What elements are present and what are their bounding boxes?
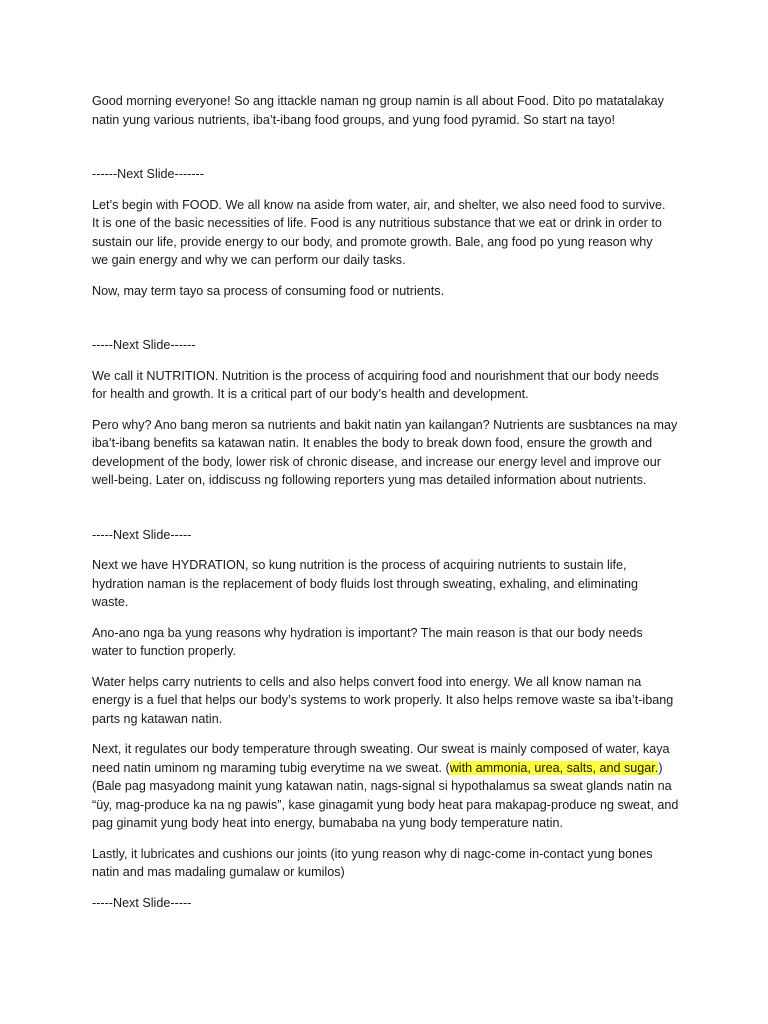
hydration-paragraph [92, 556, 692, 612]
food-paragraph [92, 196, 692, 270]
text-line: “üy, mag-produce ka na ng pawis”, kase ginagamit yung body heat para makapag-produce ng sweat, and [92, 797, 679, 812]
text-line: pag ginamit yung body heat into energy, bumababa na yung body temperature natin. [92, 816, 563, 830]
text-line: sustain our life, provide energy to our body, and promote growth. Bale, ang food po yung reason why [92, 234, 653, 249]
document-page [92, 92, 692, 924]
text-line: (Bale pag masyadong mainit yung katawan natin, nags-signal si hypothalamus sa sweat glands natin na [92, 779, 672, 793]
term-paragraph [92, 282, 692, 301]
text-line: Next, it regulates our body temperature through sweating. Our sweat is mainly composed of water, kaya [92, 742, 670, 756]
nutrients-paragraph [92, 416, 692, 490]
text-line-with-highlight [92, 759, 692, 778]
text-line: Pero why? Ano bang meron sa nutrients and bakit natin yan kailangan? Nutrients are susbtances na may [92, 417, 678, 432]
text-line: Good morning everyone! So ang ittackle naman ng group namin is all about Food. Dito po matatalakay [92, 94, 664, 108]
next-slide-divider: -----Next Slide------ [92, 338, 196, 352]
text-line: parts ng katawan natin. [92, 711, 223, 726]
water-helps-paragraph [92, 673, 692, 729]
text-line: waste. [92, 595, 129, 609]
text-line: Let’s begin with FOOD. We all know na aside from water, air, and shelter, we also need food to survive. [92, 197, 666, 212]
sweat-paragraph [92, 740, 692, 833]
hydration-reasons-paragraph [92, 624, 692, 661]
text-line: Now, may term tayo sa process of consuming food or nutrients. [92, 283, 445, 298]
text-line: Water helps carry nutrients to cells and also helps convert food into energy. We all know naman na [92, 674, 642, 689]
text-line: We call it NUTRITION. Nutrition is the process of acquiring food and nourishment that our body needs [92, 368, 659, 383]
text-line: we gain energy and why we can perform our daily tasks. [92, 253, 406, 267]
text-line: natin yung various nutrients, iba’t-ibang food groups, and yung food pyramid. So start na tayo! [92, 112, 615, 127]
text-fragment: ) [658, 760, 663, 775]
text-line: Ano-ano nga ba yung reasons why hydration is important? The main reason is that our body needs [92, 625, 643, 640]
text-line: hydration naman is the replacement of body fluids lost through sweating, exhaling, and eliminating [92, 576, 639, 591]
next-slide-divider: -----Next Slide----- [92, 527, 192, 542]
intro-paragraph [92, 92, 692, 129]
highlighted-text: with ammonia, urea, salts, and sugar. [449, 760, 659, 775]
next-slide-divider: -----Next Slide----- [92, 895, 192, 910]
next-slide-divider: ------Next Slide------- [92, 167, 204, 181]
text-line: for health and growth. It is a critical part of our body’s health and development. [92, 387, 529, 401]
text-line: water to function properly. [92, 644, 236, 658]
nutrition-paragraph [92, 367, 692, 404]
text-line: Next we have HYDRATION, so kung nutrition is the process of acquiring nutrients to sustain life, [92, 558, 627, 572]
text-line: well-being. Later on, iddiscuss ng following reporters yung mas detailed information about nutrients. [92, 473, 647, 487]
joints-paragraph [92, 845, 692, 882]
text-line: energy is a fuel that helps our body’s systems to work properly. It also helps remove waste sa iba’t-ibang [92, 693, 674, 707]
text-line: Lastly, it lubricates and cushions our joints (ito yung reason why di nagc-come in-contact yung bones [92, 846, 653, 861]
text-line: development of the body, lower risk of chronic disease, and increase our energy level and improve our [92, 454, 661, 469]
text-line: natin and mas madaling gumalaw or kumilos) [92, 865, 345, 879]
text-fragment: need natin uminom ng maraming tubig everytime na we sweat. ( [92, 760, 450, 775]
text-line: iba’t-ibang benefits sa katawan natin. It enables the body to break down food, ensure the growth and [92, 436, 653, 450]
text-line: It is one of the basic necessities of life. Food is any nutritious substance that we eat or drink in order to [92, 216, 662, 230]
